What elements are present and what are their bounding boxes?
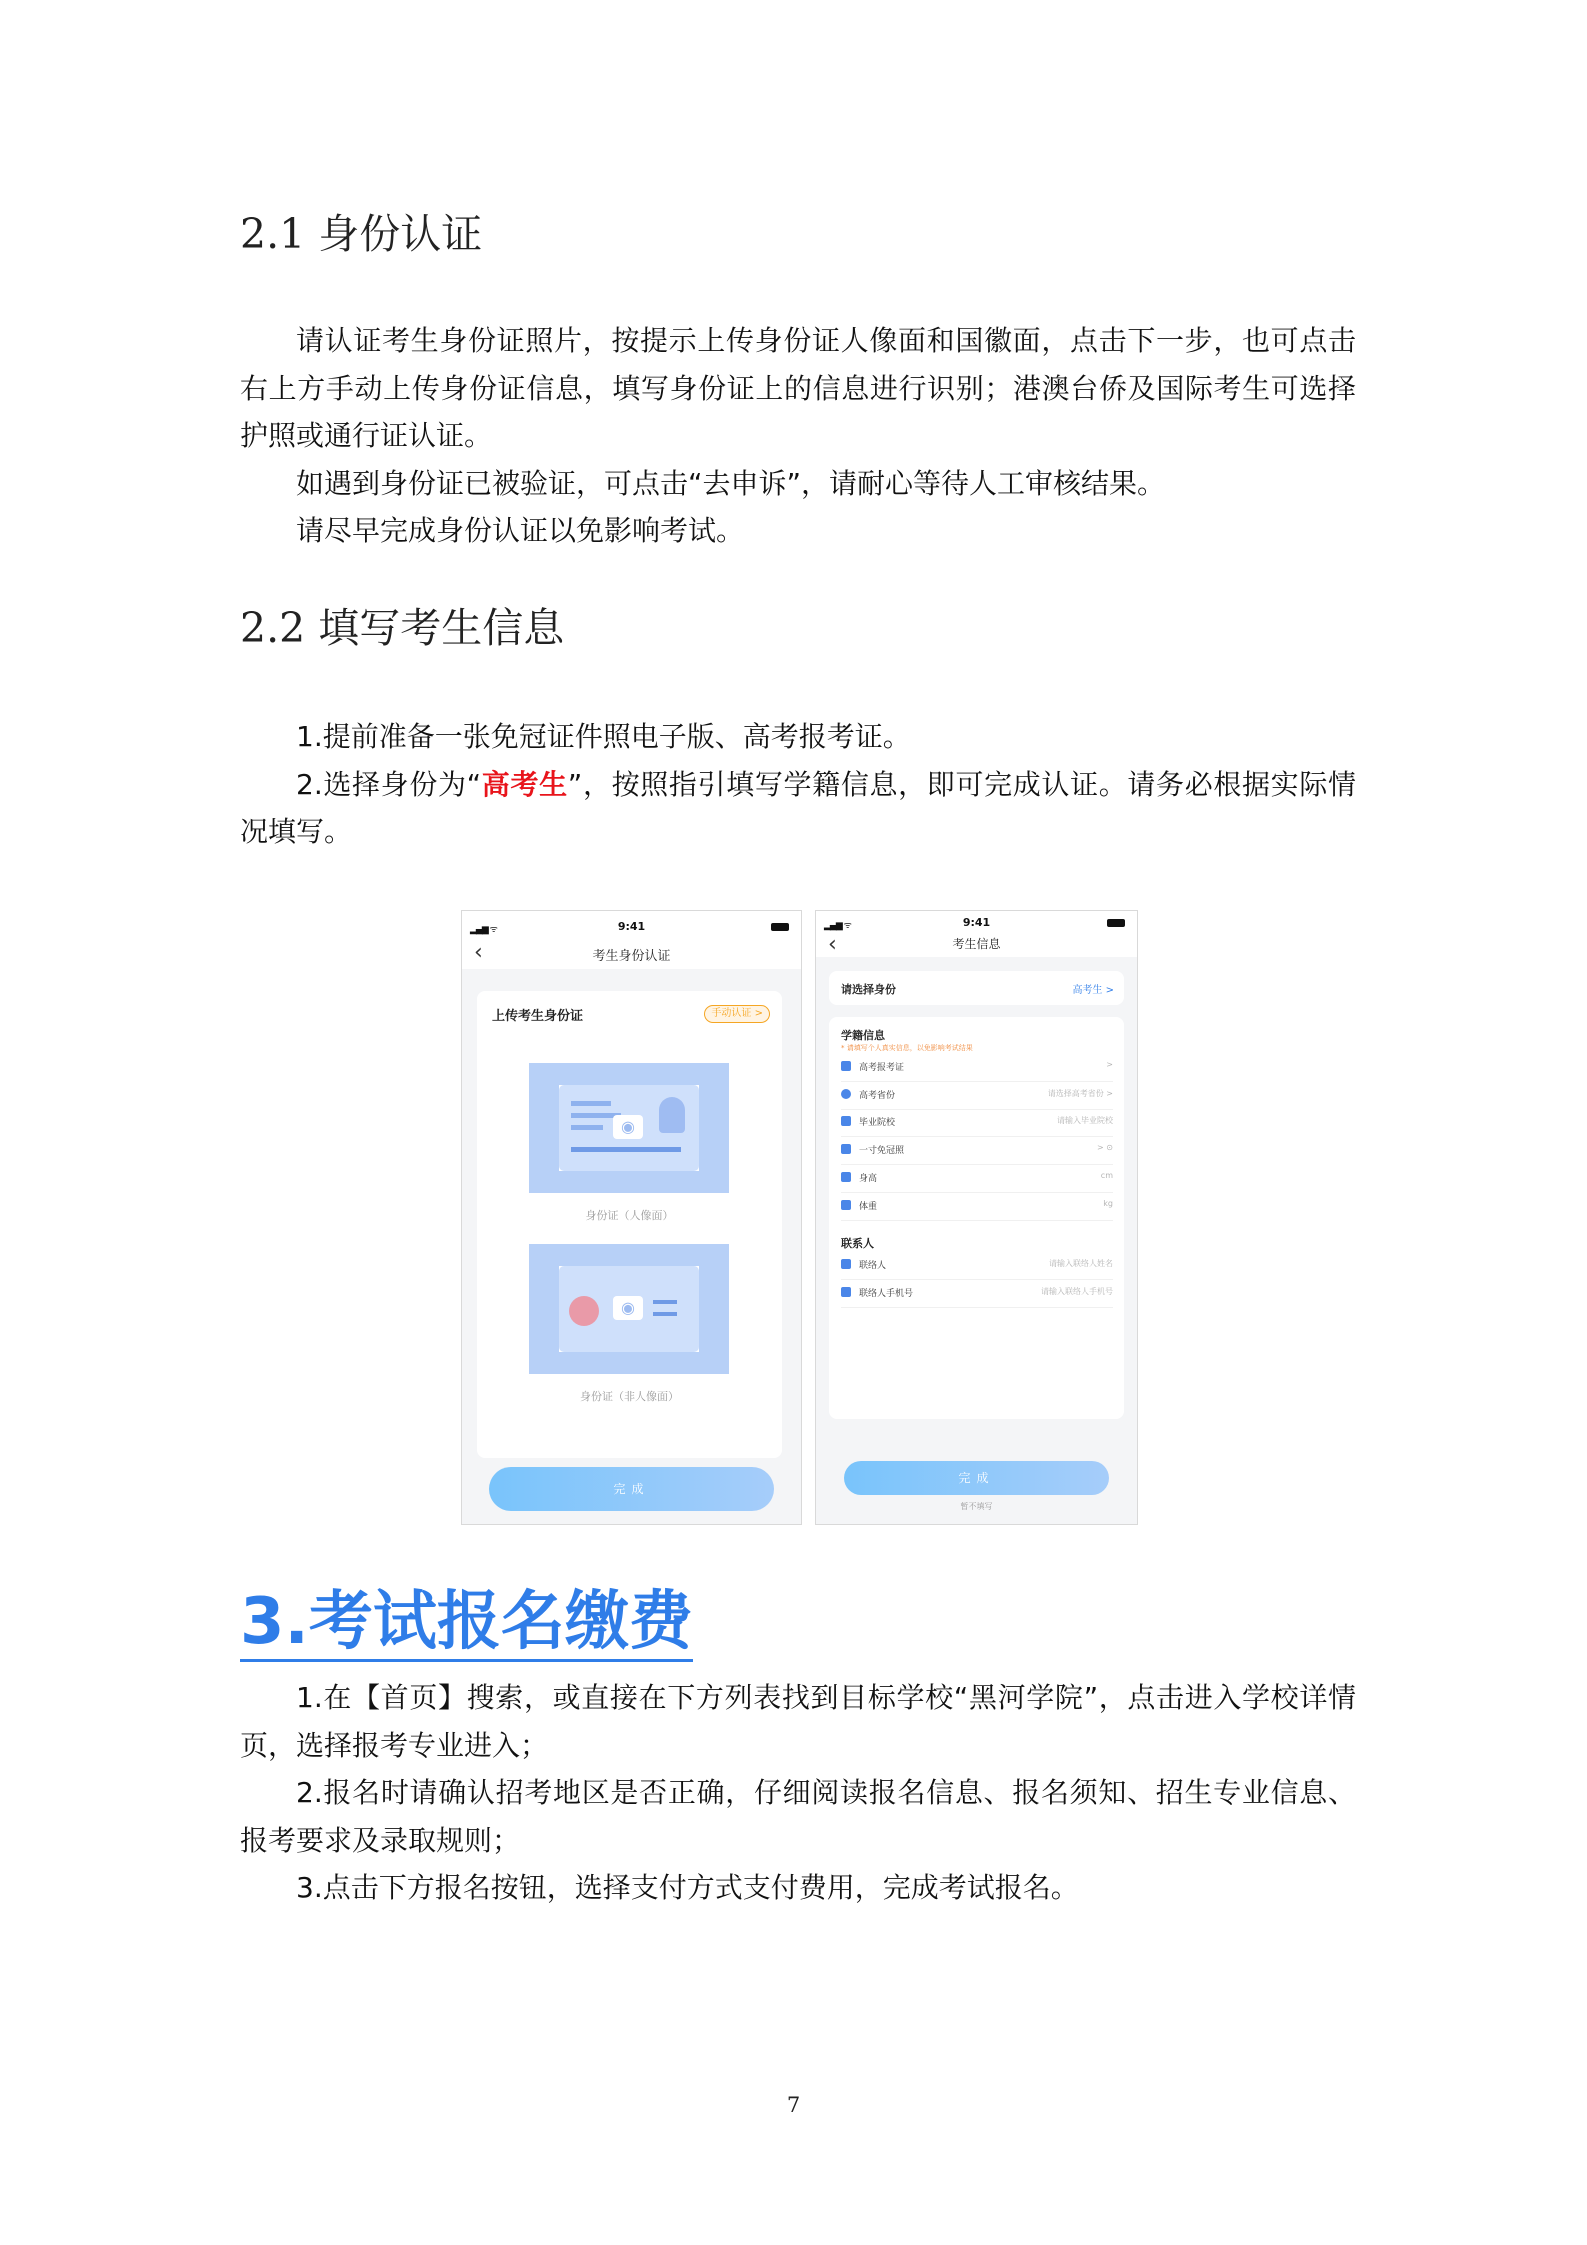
text-line-shape xyxy=(571,1125,603,1130)
paragraph: 请认证考生身份证照片，按提示上传身份证人像面和国徽面，点击下一步，也可点击右上方手动上传身份证信息，填写身份证上的信息进行识别；港澳台侨及国际考生可选择护照或通行证认证。 xyxy=(240,324,1356,452)
nav-title: 考生信息 xyxy=(952,937,1001,951)
back-icon[interactable]: ‹ xyxy=(828,932,837,957)
contact-section-title: 联系人 xyxy=(841,1237,874,1250)
paragraph: 3.点击下方报名按钮，选择支付方式支付费用，完成考试报名。 xyxy=(296,1871,1079,1904)
form-row-province[interactable] xyxy=(841,1083,1113,1110)
highlight-text: 高考生 xyxy=(481,767,568,801)
school-section-title: 学籍信息 xyxy=(841,1029,885,1042)
signal-icon: ▂▄▆ ᯤ xyxy=(470,925,497,935)
heading-3-text: 3.考试报名缴费 xyxy=(240,1585,693,1662)
row-value: kg xyxy=(1103,1199,1113,1208)
user-icon xyxy=(841,1259,851,1269)
location-icon xyxy=(841,1089,851,1099)
form-row-weight[interactable] xyxy=(841,1194,1113,1221)
phone-id-verification xyxy=(461,910,802,1525)
camera-icon: ◉ xyxy=(613,1296,643,1320)
battery-icon xyxy=(1107,919,1125,927)
row-value: 请输入联络人手机号 xyxy=(1041,1287,1113,1296)
text-line-shape xyxy=(653,1312,677,1316)
doc-icon xyxy=(841,1061,851,1071)
nav-title: 考生身份认证 xyxy=(592,949,671,964)
form-row-contact-phone[interactable] xyxy=(841,1281,1113,1308)
id-back-upload[interactable] xyxy=(529,1244,729,1374)
card-title: 上传考生身份证 xyxy=(492,1009,584,1024)
row-value: 请输入联络人姓名 xyxy=(1049,1259,1113,1268)
text-line-shape xyxy=(571,1101,611,1106)
done-button[interactable]: 完成 xyxy=(844,1461,1109,1495)
id-back-caption: 身份证（非人像面） xyxy=(580,1390,679,1403)
row-value: cm xyxy=(1100,1171,1113,1180)
row-label: 高考省份 xyxy=(859,1091,896,1101)
paragraph: 2.报名时请确认招考地区是否正确，仔细阅读报名信息、报名须知、招生专业信息、报考要求及录取规则； xyxy=(240,1776,1356,1857)
text-line-shape xyxy=(571,1147,681,1152)
school-section-note: * 请填写个人真实信息，以免影响考试结果 xyxy=(841,1044,973,1052)
text-run: ”，按照指引填写学籍信息，即可完成认证。请务必根据实际情况填写。 xyxy=(240,767,1356,848)
row-label: 高考报考证 xyxy=(859,1063,905,1073)
id-front-upload[interactable] xyxy=(529,1063,729,1193)
section-3-body xyxy=(240,1674,1356,1912)
form-row-school[interactable] xyxy=(841,1110,1113,1137)
signal-icon: ▂▄▆ ᯤ xyxy=(824,921,851,931)
paragraph: 如遇到身份证已被验证，可点击“去申诉”，请耐心等待人工审核结果。 xyxy=(296,466,1166,500)
identity-value: 高考生 > xyxy=(1072,985,1114,996)
row-label: 身高 xyxy=(859,1174,878,1184)
heading-2-1: 2.1 身份认证 xyxy=(240,210,483,258)
form-row-height[interactable] xyxy=(841,1166,1113,1193)
form-row-exam-card[interactable] xyxy=(841,1055,1113,1082)
portrait-icon xyxy=(659,1097,685,1133)
id-front-caption: 身份证（人像面） xyxy=(585,1209,674,1222)
row-label: 联络人手机号 xyxy=(859,1289,914,1299)
emblem-icon xyxy=(569,1296,599,1326)
section-2-2-body xyxy=(240,713,1356,856)
page-number: 7 xyxy=(786,2093,801,2117)
manual-verify-button[interactable]: 手动认证 > xyxy=(704,1005,770,1023)
battery-icon xyxy=(771,923,789,931)
photo-icon xyxy=(841,1144,851,1154)
paragraph: 1.提前准备一张免冠证件照电子版、高考报考证。 xyxy=(296,720,911,753)
row-label: 联络人 xyxy=(859,1261,887,1271)
row-value: 请选择高考省份 > xyxy=(1047,1089,1113,1098)
paragraph xyxy=(240,761,1356,856)
student-info-card xyxy=(829,1017,1124,1419)
school-icon xyxy=(841,1116,851,1126)
status-bar xyxy=(816,916,1137,932)
heading-3 xyxy=(240,1582,693,1662)
identity-label: 请选择身份 xyxy=(841,983,896,996)
form-row-contact-name[interactable] xyxy=(841,1253,1113,1280)
row-label: 体重 xyxy=(859,1202,878,1212)
text-run: 2.选择身份为“ xyxy=(296,767,482,801)
nav-bar xyxy=(816,931,1137,957)
section-2-1-body xyxy=(240,317,1356,555)
back-icon[interactable]: ‹ xyxy=(474,940,483,965)
paragraph: 1.在【首页】搜索，或直接在下方列表找到目标学校“黑河学院”，点击进入学校详情页，选择报考专业进入； xyxy=(240,1681,1356,1762)
paragraph: 请尽早完成身份认证以免影响考试。 xyxy=(296,514,745,547)
row-value: > xyxy=(1106,1060,1113,1069)
done-button[interactable]: 完成 xyxy=(489,1467,774,1511)
phone-student-info xyxy=(815,910,1138,1525)
form-row-photo[interactable] xyxy=(841,1138,1113,1165)
row-value: > ⊙ xyxy=(1097,1143,1113,1152)
status-bar xyxy=(462,920,801,936)
row-value: 请输入毕业院校 xyxy=(1057,1116,1113,1125)
phone-icon xyxy=(841,1287,851,1297)
row-label: 一寸免冠照 xyxy=(859,1146,905,1156)
identity-select-card[interactable] xyxy=(829,971,1124,1005)
upload-card xyxy=(477,991,782,1458)
row-label: 毕业院校 xyxy=(859,1118,896,1128)
status-time: 9:41 xyxy=(962,916,991,929)
skip-link[interactable]: 暂不填写 xyxy=(960,1502,993,1511)
height-icon xyxy=(841,1172,851,1182)
status-time: 9:41 xyxy=(617,920,646,933)
nav-bar xyxy=(462,939,801,969)
text-line-shape xyxy=(653,1300,677,1304)
camera-icon: ◉ xyxy=(613,1115,643,1139)
heading-2-2: 2.2 填写考生信息 xyxy=(240,604,565,652)
weight-icon xyxy=(841,1200,851,1210)
